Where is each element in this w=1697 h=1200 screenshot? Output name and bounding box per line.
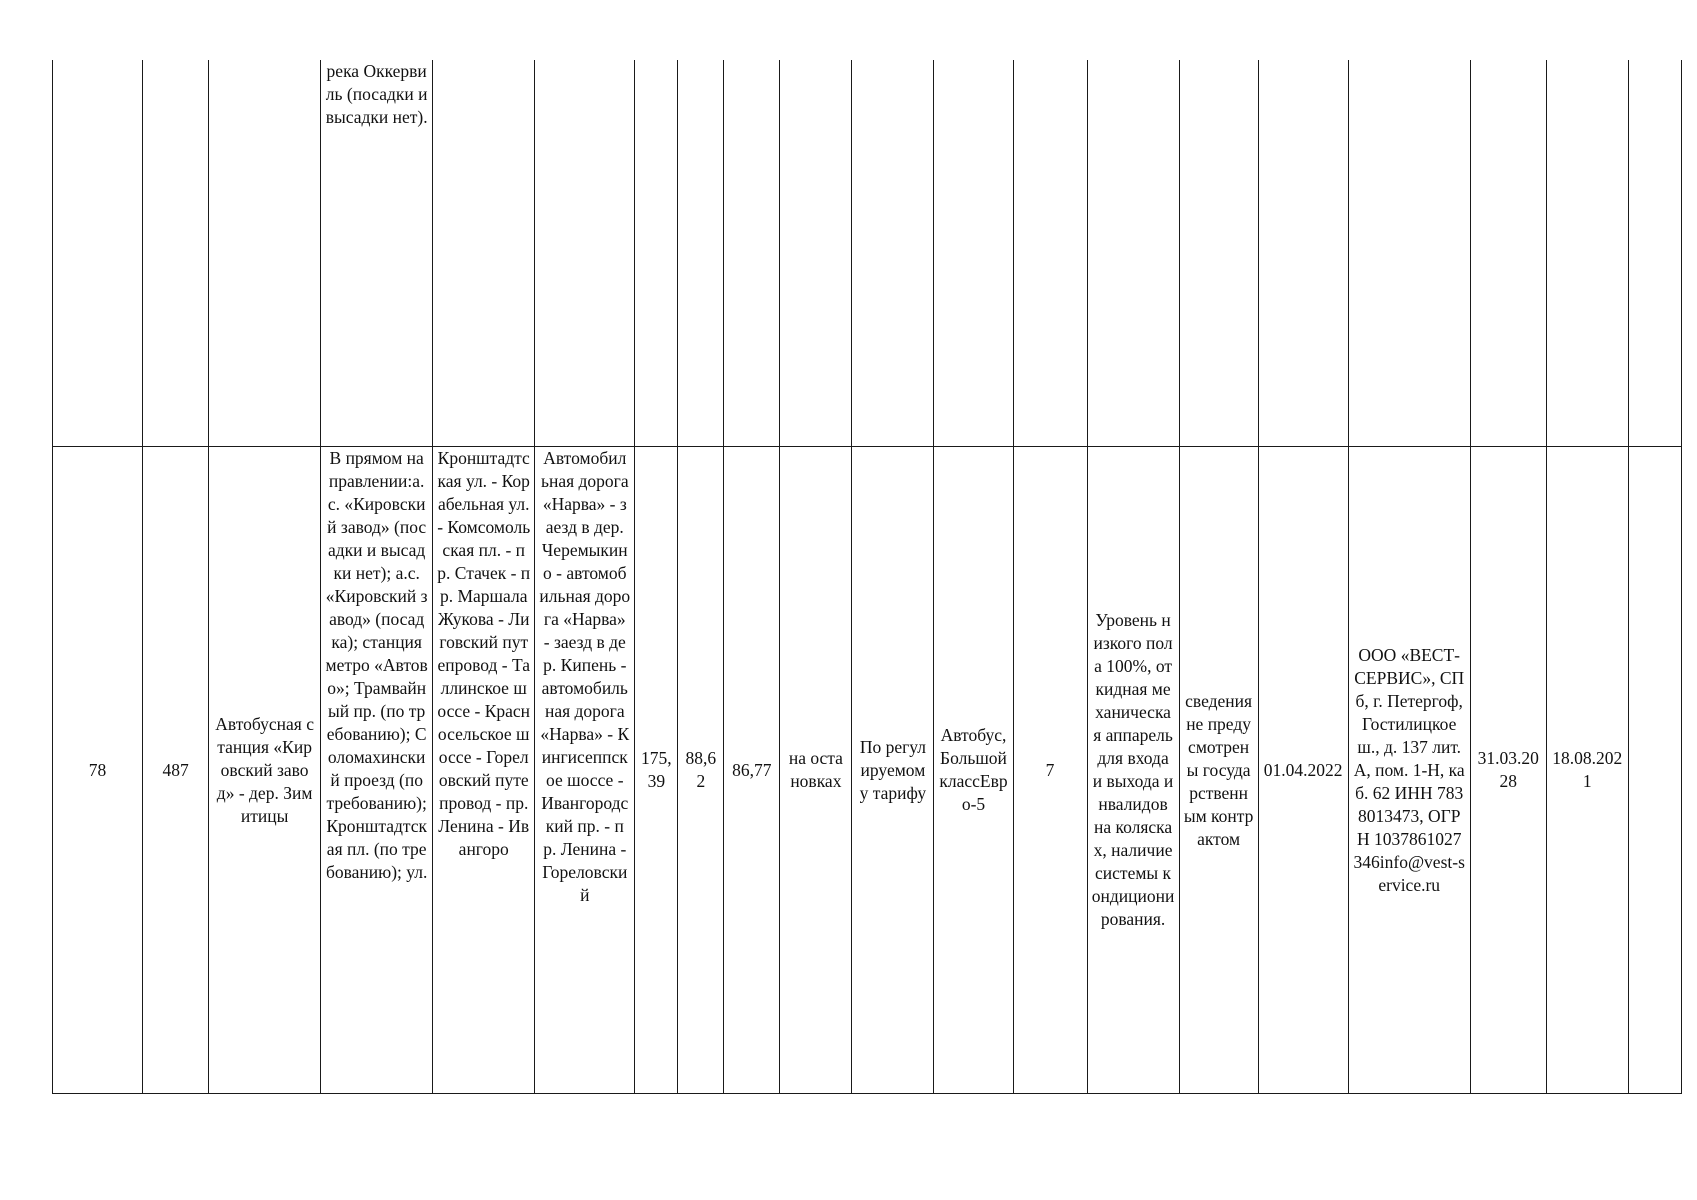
cell-roads	[535, 447, 635, 1094]
cell-empty	[678, 60, 724, 447]
cell-carrier: ООО «ВЕСТ-СЕРВИС», СПб, г. Петергоф, Гостилицкое ш., д. 137 лит. А, пом. 1-Н, каб. 62 ИНН 7838013473, ОГРН 1037861027346info@vest-service.ru	[1348, 447, 1470, 1094]
stops-text: В прямом направлении:а.с. «Кировский завод» (посадки и высадки нет); а.с. «Кировский завод» (посадка); станция метро «Автово»; Трамвайный пр. (по требованию); Соломахинский проезд (по требованию); Кронштадтская пл. (по требованию); ул.	[325, 448, 428, 882]
cell-empty	[209, 60, 321, 447]
cell-empty	[1628, 60, 1681, 447]
cell-end-date: 31.03.2028	[1470, 447, 1546, 1094]
cell-length-forward: 88,62	[678, 447, 724, 1094]
streets-text: Кронштадтская ул. - Корабельная ул. - Комсомольская пл. - пр. Стачек - пр. Маршала Жукова - Лиговский путепровод - Таллинское шоссе - Красносельское шоссе - Гореловский путепровод - пр. Ленина - Ивангоро	[437, 448, 531, 859]
cell-empty	[1179, 60, 1258, 447]
cell-route-number: 487	[143, 447, 209, 1094]
cell-route-name: Автобусная станция «Кировский завод» - дер. Зимитицы	[209, 447, 321, 1094]
cell-start-date: 01.04.2022	[1258, 447, 1348, 1094]
cell-fare-type: По регулируемому тарифу	[852, 447, 934, 1094]
cell-change-date: 18.08.2021	[1546, 447, 1628, 1094]
table-row-continuation	[53, 60, 1682, 447]
cell-empty	[934, 60, 1013, 447]
cell-vehicle-count: 7	[1013, 447, 1087, 1094]
cell-empty	[1470, 60, 1546, 447]
cell-vehicle-features: Уровень низкого пола 100%, откидная механическая аппарель для входа и выхода инвалидов на коляска х, наличие системы кондиционирования.	[1087, 447, 1179, 1094]
cell-empty	[1013, 60, 1087, 447]
cell-stops-continued	[321, 60, 433, 447]
route-registry-table	[52, 60, 1682, 1094]
stops-continued-text: река Оккервиль (посадки и высадки нет).	[325, 61, 428, 127]
roads-text: Автомобильная дорога «Нарва» - заезд в дер. Черемыкино - автомобильная дорога «Нарва» - заезд в дер. Кипень - автомобильная дорога «Нарва» - Кингисеппское шоссе - Ивангородский пр. - пр. Ленина - Гореловский	[539, 448, 631, 905]
cell-length-total: 175,39	[635, 447, 678, 1094]
cell-empty	[535, 60, 635, 447]
table-row-route-487	[53, 447, 1682, 1094]
cell-empty	[1087, 60, 1179, 447]
cell-length-backward: 86,77	[724, 447, 780, 1094]
cell-empty	[635, 60, 678, 447]
cell-vehicle: Автобус, Большой классЕвро-5	[934, 447, 1013, 1094]
cell-empty	[53, 60, 143, 447]
cell-empty	[780, 60, 852, 447]
cell-empty	[143, 60, 209, 447]
cell-empty	[724, 60, 780, 447]
cell-stops	[321, 447, 433, 1094]
cell-empty	[1348, 60, 1470, 447]
cell-boarding-procedure: на остановках	[780, 447, 852, 1094]
cell-empty	[433, 60, 535, 447]
cell-empty	[1258, 60, 1348, 447]
cell-contract-info: сведения не предусмотрены государственным контрактом	[1179, 447, 1258, 1094]
cell-empty	[852, 60, 934, 447]
cell-empty	[1546, 60, 1628, 447]
cell-reg-number: 78	[53, 447, 143, 1094]
cell-extra	[1628, 447, 1681, 1094]
cell-streets	[433, 447, 535, 1094]
